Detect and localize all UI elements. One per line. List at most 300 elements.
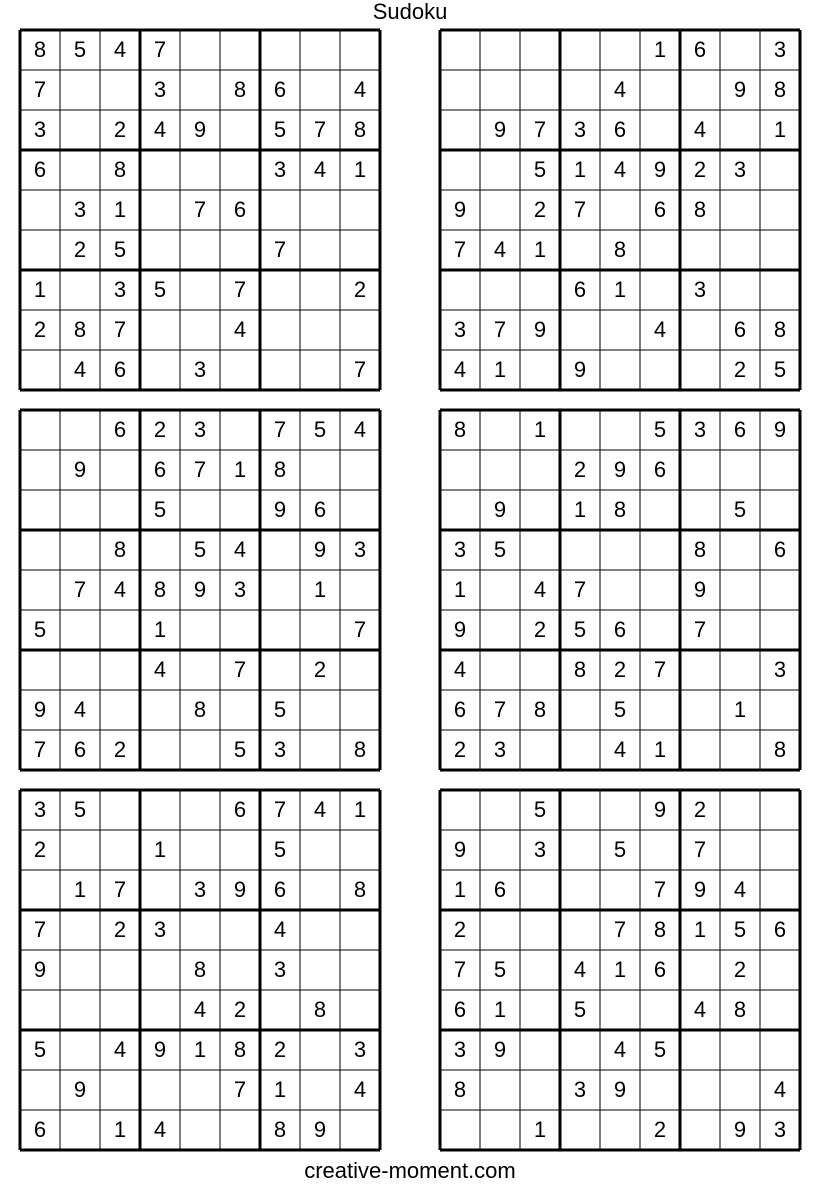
sudoku-cell: 3 — [693, 277, 707, 302]
sudoku-cell: 8 — [773, 317, 787, 342]
sudoku-cell: 2 — [693, 797, 707, 822]
sudoku-cell: 6 — [733, 417, 747, 442]
sudoku-cell: 4 — [653, 317, 667, 342]
sudoku-cell — [560, 70, 600, 110]
sudoku-cell: 1 — [353, 157, 367, 182]
sudoku-cell — [440, 110, 480, 150]
sudoku-cell — [180, 490, 220, 530]
sudoku-cell — [560, 690, 600, 730]
sudoku-cell — [260, 310, 300, 350]
sudoku-cell — [760, 990, 800, 1030]
sudoku-cell — [560, 870, 600, 910]
sudoku-cell: 1 — [113, 1117, 127, 1142]
sudoku-cell: 1 — [273, 1077, 287, 1102]
sudoku-cell: 3 — [193, 877, 207, 902]
sudoku-cell — [300, 610, 340, 650]
sudoku-cell — [760, 830, 800, 870]
sudoku-cell — [100, 650, 140, 690]
sudoku-cell — [140, 150, 180, 190]
sudoku-cell — [760, 570, 800, 610]
sudoku-cell: 9 — [453, 837, 467, 862]
sudoku-cell: 2 — [313, 657, 327, 682]
sudoku-cell: 1 — [533, 237, 547, 262]
sudoku-cell: 3 — [193, 417, 207, 442]
sudoku-cell — [60, 950, 100, 990]
sudoku-cell: 2 — [453, 917, 467, 942]
sudoku-cell — [300, 950, 340, 990]
sudoku-cell — [680, 1070, 720, 1110]
sudoku-cell — [300, 30, 340, 70]
sudoku-cell: 1 — [73, 877, 87, 902]
sudoku-cell: 2 — [33, 837, 47, 862]
sudoku-cell — [140, 730, 180, 770]
sudoku-cell — [440, 270, 480, 310]
sudoku-cell — [760, 150, 800, 190]
sudoku-cell — [720, 190, 760, 230]
sudoku-cell: 9 — [33, 957, 47, 982]
sudoku-cell — [520, 450, 560, 490]
sudoku-cell — [180, 1110, 220, 1150]
sudoku-cell: 8 — [533, 697, 547, 722]
sudoku-cell: 4 — [353, 1077, 367, 1102]
sudoku-cell — [560, 30, 600, 70]
sudoku-cell — [600, 410, 640, 450]
sudoku-cell: 2 — [353, 277, 367, 302]
sudoku-cell — [220, 610, 260, 650]
sudoku-cell — [180, 730, 220, 770]
sudoku-cell: 4 — [533, 577, 547, 602]
sudoku-cell: 7 — [533, 117, 547, 142]
sudoku-cell: 5 — [573, 997, 587, 1022]
sudoku-puzzle-1 — [20, 30, 380, 390]
sudoku-cell — [440, 70, 480, 110]
sudoku-cell: 3 — [733, 157, 747, 182]
sudoku-cell — [340, 830, 380, 870]
sudoku-cell — [300, 730, 340, 770]
sudoku-cell — [220, 490, 260, 530]
sudoku-cell — [680, 950, 720, 990]
sudoku-cell — [20, 350, 60, 390]
sudoku-cell: 8 — [273, 457, 287, 482]
sudoku-cell — [180, 910, 220, 950]
sudoku-cell — [340, 1110, 380, 1150]
sudoku-cell — [640, 830, 680, 870]
sudoku-cell: 9 — [193, 117, 207, 142]
sudoku-cell — [760, 490, 800, 530]
sudoku-cell: 8 — [313, 997, 327, 1022]
sudoku-cell: 8 — [353, 877, 367, 902]
sudoku-cell: 9 — [233, 877, 247, 902]
sudoku-cell: 7 — [273, 797, 287, 822]
sudoku-cell: 3 — [273, 157, 287, 182]
sudoku-cell — [220, 150, 260, 190]
sudoku-cell: 4 — [733, 877, 747, 902]
sudoku-cell: 9 — [733, 77, 747, 102]
sudoku-cell — [520, 530, 560, 570]
sudoku-cell: 2 — [453, 737, 467, 762]
sudoku-cell: 8 — [573, 657, 587, 682]
sudoku-cell: 8 — [273, 1117, 287, 1142]
sudoku-cell: 3 — [193, 357, 207, 382]
sudoku-cell — [260, 190, 300, 230]
sudoku-cell: 5 — [273, 117, 287, 142]
sudoku-cell — [20, 490, 60, 530]
sudoku-cell — [340, 570, 380, 610]
sudoku-cell — [60, 1110, 100, 1150]
sudoku-cell — [20, 530, 60, 570]
sudoku-cell — [20, 190, 60, 230]
sudoku-cell: 4 — [233, 537, 247, 562]
sudoku-cell: 1 — [353, 797, 367, 822]
sudoku-cell — [560, 790, 600, 830]
sudoku-cell — [520, 650, 560, 690]
sudoku-cell — [340, 650, 380, 690]
sudoku-cell — [180, 610, 220, 650]
sudoku-cell — [680, 650, 720, 690]
sudoku-cell — [520, 270, 560, 310]
sudoku-cell: 8 — [113, 537, 127, 562]
sudoku-cell — [600, 790, 640, 830]
sudoku-cell — [480, 1070, 520, 1110]
sudoku-cell: 3 — [773, 1117, 787, 1142]
sudoku-cell: 1 — [573, 497, 587, 522]
sudoku-puzzle-5 — [20, 790, 380, 1150]
sudoku-cell: 6 — [33, 157, 47, 182]
sudoku-cell — [560, 310, 600, 350]
sudoku-cell — [720, 1030, 760, 1070]
sudoku-cell — [100, 70, 140, 110]
sudoku-cell: 9 — [313, 1117, 327, 1142]
sudoku-cell: 4 — [613, 737, 627, 762]
sudoku-cell: 7 — [233, 1077, 247, 1102]
sudoku-cell: 9 — [73, 457, 87, 482]
sudoku-cell: 2 — [153, 417, 167, 442]
sudoku-cell — [640, 270, 680, 310]
sudoku-cell: 7 — [693, 837, 707, 862]
sudoku-cell: 5 — [153, 497, 167, 522]
sudoku-cell — [220, 30, 260, 70]
sudoku-cell — [440, 450, 480, 490]
sudoku-cell: 4 — [613, 77, 627, 102]
sudoku-cell: 3 — [533, 837, 547, 862]
sudoku-cell: 8 — [233, 1037, 247, 1062]
sudoku-cell — [480, 190, 520, 230]
sudoku-cell: 7 — [493, 317, 507, 342]
sudoku-cell: 5 — [533, 797, 547, 822]
sudoku-cell — [300, 450, 340, 490]
sudoku-cell: 8 — [613, 497, 627, 522]
sudoku-cell — [600, 530, 640, 570]
sudoku-cell — [340, 490, 380, 530]
sudoku-cell — [260, 270, 300, 310]
sudoku-cell: 7 — [453, 237, 467, 262]
sudoku-cell: 7 — [273, 417, 287, 442]
sudoku-cell: 2 — [273, 1037, 287, 1062]
sudoku-cell: 1 — [313, 577, 327, 602]
sudoku-cell — [560, 910, 600, 950]
sudoku-puzzle-4 — [440, 410, 800, 770]
sudoku-cell — [560, 530, 600, 570]
sudoku-cell — [300, 310, 340, 350]
sudoku-cell: 4 — [193, 997, 207, 1022]
sudoku-cell: 4 — [693, 117, 707, 142]
sudoku-cell — [760, 950, 800, 990]
sudoku-cell — [640, 350, 680, 390]
sudoku-cell — [480, 30, 520, 70]
sudoku-cell: 3 — [453, 1037, 467, 1062]
sudoku-cell — [600, 870, 640, 910]
sudoku-cell — [180, 650, 220, 690]
sudoku-cell — [720, 230, 760, 270]
sudoku-cell: 5 — [153, 277, 167, 302]
sudoku-cell — [20, 1070, 60, 1110]
sudoku-cell — [520, 490, 560, 530]
sudoku-cell — [480, 270, 520, 310]
sudoku-cell: 4 — [73, 357, 87, 382]
sudoku-cell — [60, 990, 100, 1030]
sudoku-cell — [220, 1110, 260, 1150]
sudoku-cell — [480, 570, 520, 610]
sudoku-cell: 3 — [33, 797, 47, 822]
sudoku-cell — [340, 990, 380, 1030]
sudoku-cell — [220, 830, 260, 870]
sudoku-cell: 1 — [533, 417, 547, 442]
sudoku-cell — [20, 410, 60, 450]
sudoku-cell — [440, 490, 480, 530]
sudoku-cell: 1 — [153, 617, 167, 642]
sudoku-cell: 7 — [153, 37, 167, 62]
sudoku-cell — [680, 350, 720, 390]
sudoku-cell — [100, 690, 140, 730]
sudoku-cell — [300, 870, 340, 910]
sudoku-cell: 1 — [233, 457, 247, 482]
sudoku-cell: 5 — [493, 537, 507, 562]
sudoku-cell: 2 — [113, 917, 127, 942]
page-title: Sudoku — [372, 0, 448, 24]
sudoku-cell — [720, 1070, 760, 1110]
sudoku-cell: 8 — [453, 1077, 467, 1102]
sudoku-cell: 7 — [653, 657, 667, 682]
sudoku-cell — [60, 910, 100, 950]
sudoku-cell: 5 — [113, 237, 127, 262]
sudoku-cell: 7 — [33, 917, 47, 942]
sudoku-cell: 2 — [113, 117, 127, 142]
sudoku-cell — [140, 790, 180, 830]
sudoku-cell — [300, 70, 340, 110]
sudoku-cell: 6 — [653, 957, 667, 982]
sudoku-cell — [520, 910, 560, 950]
sudoku-cell: 5 — [653, 1037, 667, 1062]
sudoku-cell: 5 — [653, 417, 667, 442]
sudoku-cell — [340, 230, 380, 270]
sudoku-cell — [300, 910, 340, 950]
sudoku-cell — [480, 1110, 520, 1150]
sudoku-cell: 7 — [273, 237, 287, 262]
sudoku-cell — [100, 490, 140, 530]
sudoku-cell — [260, 650, 300, 690]
sudoku-cell — [180, 70, 220, 110]
sudoku-cell: 8 — [733, 997, 747, 1022]
sudoku-cell — [480, 790, 520, 830]
sudoku-cell — [180, 270, 220, 310]
sudoku-cell: 5 — [573, 617, 587, 642]
sudoku-cell — [60, 530, 100, 570]
sudoku-cell — [220, 110, 260, 150]
sudoku-cell: 7 — [113, 317, 127, 342]
site-footer: creative-moment.com — [304, 1158, 516, 1183]
sudoku-cell — [720, 730, 760, 770]
sudoku-cell: 7 — [453, 957, 467, 982]
sudoku-cell — [720, 530, 760, 570]
sudoku-cell: 2 — [653, 1117, 667, 1142]
sudoku-cell — [440, 150, 480, 190]
sudoku-cell: 4 — [693, 997, 707, 1022]
sudoku-cell — [720, 110, 760, 150]
sudoku-cell: 4 — [153, 1117, 167, 1142]
sudoku-cell: 9 — [613, 457, 627, 482]
sudoku-cell — [480, 650, 520, 690]
sudoku-cell: 5 — [273, 697, 287, 722]
sudoku-cell — [100, 450, 140, 490]
sudoku-cell — [140, 690, 180, 730]
sudoku-cell — [520, 350, 560, 390]
sudoku-cell: 7 — [693, 617, 707, 642]
sudoku-cell: 2 — [233, 997, 247, 1022]
sudoku-cell: 2 — [33, 317, 47, 342]
sudoku-cell: 6 — [653, 197, 667, 222]
sudoku-cell: 6 — [773, 537, 787, 562]
sudoku-cell — [100, 990, 140, 1030]
sudoku-cell: 6 — [613, 117, 627, 142]
sudoku-cell — [520, 30, 560, 70]
sudoku-cell: 4 — [353, 77, 367, 102]
sudoku-cell: 5 — [273, 837, 287, 862]
sudoku-cell — [600, 990, 640, 1030]
sudoku-cell — [640, 490, 680, 530]
sudoku-cell — [760, 870, 800, 910]
sudoku-cell: 9 — [313, 537, 327, 562]
sudoku-cell: 8 — [33, 37, 47, 62]
sudoku-cell: 3 — [573, 117, 587, 142]
sudoku-cell: 7 — [313, 117, 327, 142]
sudoku-cell: 5 — [613, 697, 627, 722]
sudoku-cell: 7 — [353, 617, 367, 642]
sudoku-cell: 9 — [533, 317, 547, 342]
sudoku-cell — [480, 150, 520, 190]
sudoku-cell: 3 — [233, 577, 247, 602]
sudoku-cell: 7 — [573, 197, 587, 222]
sudoku-cell — [300, 830, 340, 870]
sudoku-cell — [680, 230, 720, 270]
sudoku-cell: 8 — [353, 737, 367, 762]
sudoku-cell: 5 — [233, 737, 247, 762]
sudoku-cell: 4 — [493, 237, 507, 262]
sudoku-cell — [520, 1030, 560, 1070]
sudoku-cell: 2 — [693, 157, 707, 182]
sudoku-cell: 7 — [33, 737, 47, 762]
sudoku-cell — [100, 830, 140, 870]
sudoku-cell — [60, 1030, 100, 1070]
sudoku-cell — [180, 310, 220, 350]
sudoku-cell — [520, 70, 560, 110]
sudoku-cell — [640, 1070, 680, 1110]
sudoku-cell: 9 — [33, 697, 47, 722]
sudoku-cell — [640, 990, 680, 1030]
sudoku-cell: 4 — [153, 117, 167, 142]
sudoku-puzzle-6 — [440, 790, 800, 1150]
sudoku-cell — [60, 70, 100, 110]
sudoku-puzzle-3 — [20, 410, 380, 770]
sudoku-cell — [440, 790, 480, 830]
sudoku-cell — [340, 910, 380, 950]
sudoku-cell: 3 — [493, 737, 507, 762]
sudoku-cell: 9 — [493, 117, 507, 142]
sudoku-cell: 5 — [73, 37, 87, 62]
sudoku-cell: 5 — [733, 497, 747, 522]
sudoku-cell: 7 — [33, 77, 47, 102]
sudoku-cell — [260, 990, 300, 1030]
sudoku-cell: 7 — [193, 457, 207, 482]
sudoku-cell: 9 — [453, 617, 467, 642]
sudoku-cell: 8 — [613, 237, 627, 262]
sudoku-cell — [680, 450, 720, 490]
sudoku-cell — [720, 270, 760, 310]
sudoku-cell: 9 — [653, 797, 667, 822]
sudoku-cell: 3 — [693, 417, 707, 442]
sudoku-cell: 3 — [573, 1077, 587, 1102]
sudoku-cell: 9 — [493, 497, 507, 522]
sudoku-cell: 1 — [613, 277, 627, 302]
sudoku-cell — [480, 830, 520, 870]
sudoku-cell: 1 — [693, 917, 707, 942]
sudoku-cell — [480, 70, 520, 110]
sudoku-cell — [760, 230, 800, 270]
sudoku-cell: 7 — [493, 697, 507, 722]
sudoku-cell: 5 — [33, 617, 47, 642]
sudoku-puzzle-2 — [440, 30, 800, 390]
sudoku-cell — [520, 990, 560, 1030]
sudoku-cell — [680, 310, 720, 350]
sudoku-cell — [140, 1070, 180, 1110]
sudoku-cell: 1 — [773, 117, 787, 142]
sudoku-cell — [760, 690, 800, 730]
sudoku-cell: 6 — [733, 317, 747, 342]
sudoku-cell — [760, 790, 800, 830]
sudoku-cell: 1 — [573, 157, 587, 182]
sudoku-cell — [140, 990, 180, 1030]
sudoku-cell — [260, 30, 300, 70]
sudoku-cell: 5 — [33, 1037, 47, 1062]
sudoku-cell — [140, 530, 180, 570]
sudoku-cell — [760, 1030, 800, 1070]
sudoku-cell: 3 — [353, 537, 367, 562]
sudoku-cell — [760, 450, 800, 490]
sudoku-cell: 4 — [313, 797, 327, 822]
sudoku-cell: 7 — [653, 877, 667, 902]
sudoku-cell — [680, 490, 720, 530]
sudoku-cell — [680, 690, 720, 730]
sudoku-cell — [60, 650, 100, 690]
sudoku-cell — [100, 610, 140, 650]
sudoku-cell: 7 — [193, 197, 207, 222]
sudoku-cell: 8 — [193, 697, 207, 722]
sudoku-cell — [680, 1110, 720, 1150]
sudoku-cell — [640, 230, 680, 270]
sudoku-cell — [60, 410, 100, 450]
sudoku-cell — [640, 70, 680, 110]
sudoku-cell — [220, 350, 260, 390]
sudoku-cell — [140, 310, 180, 350]
